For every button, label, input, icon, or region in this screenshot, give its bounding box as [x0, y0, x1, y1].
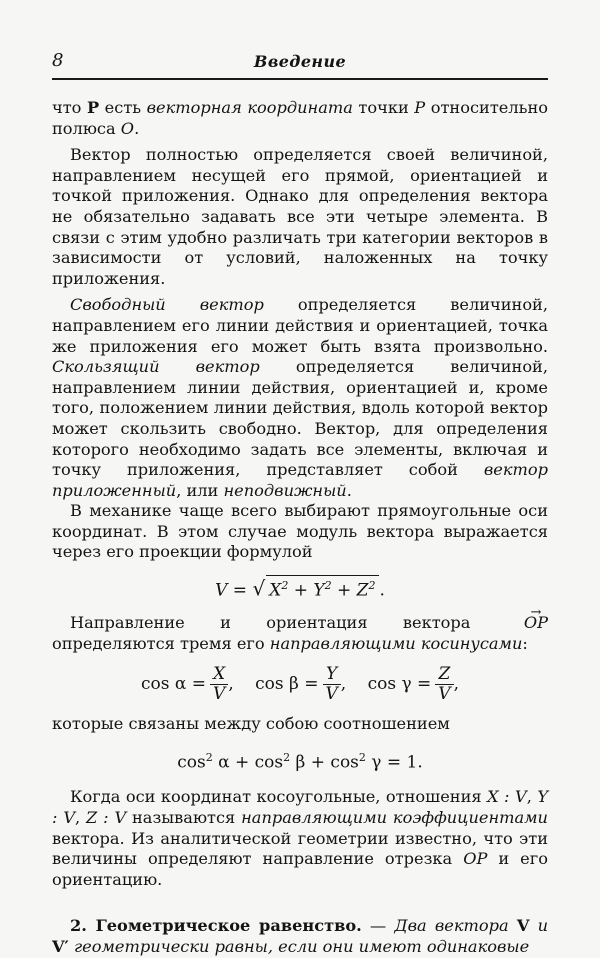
cosine-gamma — [368, 665, 459, 704]
theorem-text: и — [529, 916, 548, 936]
exponent: 2 — [358, 751, 366, 765]
exponent: 2 — [281, 579, 289, 593]
formula-symbol: Z — [356, 580, 369, 601]
theorem-text: геометрически равны, если они имеют одинаковые — [68, 936, 530, 956]
text-run: называются — [126, 807, 242, 827]
formula-symbol: Y — [313, 580, 325, 601]
section-heading: 2. Геометрическое равенство. — [70, 916, 362, 936]
text-run: определяется величиной, направлением линии действия, ориентацией и, кроме того, положением линии действия, вдоль которой вектор может скользить свободно. Вектор, для определения которого необходимо задать все элементы, включая и точку приложения, представляет собой — [52, 357, 548, 480]
formula-operator: cos γ = — [367, 673, 432, 694]
numerator: Z — [435, 665, 453, 685]
text-run: , — [526, 787, 538, 807]
text-run: определяются тремя его — [52, 633, 270, 653]
fraction — [210, 665, 228, 704]
separator: , — [228, 673, 234, 694]
term: неподвижный — [223, 480, 347, 500]
formula-operator: . — [379, 580, 385, 601]
paragraph-5 — [52, 613, 548, 654]
page-header — [52, 48, 548, 80]
point-symbol: P — [414, 98, 426, 117]
formula-operator: + — [331, 580, 357, 601]
paragraph-3 — [52, 295, 548, 501]
cosine-beta — [255, 665, 346, 704]
formula-operator: cos — [177, 752, 206, 773]
formula-operator: γ = 1. — [365, 752, 423, 773]
paragraph-7 — [52, 787, 548, 890]
vector-op: → OP — [506, 613, 548, 634]
numerator: X — [210, 665, 228, 685]
ratio: X : V — [487, 787, 527, 807]
radicand — [266, 575, 379, 601]
formula-operator: cos β = — [255, 673, 319, 694]
text-run: : — [522, 633, 528, 653]
text-run: определяется величиной, направлением его линии действия и ориентацией, точка же приложения его может быть взята произвольно. — [52, 295, 548, 356]
direction-cosines — [52, 665, 548, 704]
text-run: что — [52, 98, 87, 117]
text-run: Когда оси координат косоугольные, отношения — [70, 787, 488, 807]
cosine-alpha — [141, 665, 234, 704]
paragraph-2: Вектор полностью определяется своей величиной, направлением несущей его прямой, ориентацией и точкой приложения. Однако для определения вектора не обязательно задавать все эти четыре элемента. В связи с этим удобно различать три категории векторов в зависимости от условий, наложенных на точку приложения. — [52, 145, 548, 288]
cosine-identity — [52, 748, 548, 773]
text-run: и его ориентацию. — [52, 849, 548, 889]
formula-operator: α + cos — [212, 752, 284, 773]
text-run: точки — [352, 98, 415, 117]
term: направляющими косинусами — [269, 633, 523, 653]
exponent: 2 — [205, 751, 213, 765]
term: вектор приложенный — [52, 460, 548, 500]
fraction — [435, 665, 453, 704]
paragraph-4: В механике чаще всего выбирают прямоугольные оси координат. В этом случае модуль вектора выражается через его проекции формулой — [52, 501, 548, 562]
term: направляющими коэффициентами — [241, 807, 548, 827]
denominator: V — [213, 683, 226, 704]
running-title: Введение — [253, 52, 347, 71]
separator: , — [453, 673, 459, 694]
formula-operator: = — [227, 580, 253, 601]
formula-symbol: V — [215, 580, 228, 601]
text-run: Направление и ориентация вектора — [70, 613, 506, 633]
text-run: , или — [176, 480, 224, 500]
vector-symbol: V′ — [52, 936, 69, 956]
page-number: 8 — [52, 50, 64, 71]
point-symbol: O — [120, 118, 135, 138]
term: Свободный вектор — [70, 295, 264, 315]
vector-symbol: V — [516, 916, 530, 936]
text-run: — — [361, 916, 395, 936]
formula-operator: + — [288, 580, 314, 601]
modulus-formula — [52, 575, 548, 601]
denominator: V — [325, 683, 338, 704]
formula-operator: β + cos — [290, 752, 359, 773]
body-text — [52, 98, 548, 958]
denominator: V — [438, 683, 451, 704]
theorem-text: Два вектора — [394, 916, 517, 936]
numerator: Y — [323, 665, 341, 685]
ratio: Z : V — [86, 807, 127, 827]
text-run: . — [134, 118, 140, 138]
fraction — [323, 665, 341, 704]
section-2 — [52, 916, 548, 957]
segment-symbol: OP — [463, 849, 488, 869]
paragraph-6: которые связаны между собою соотношением — [52, 713, 450, 733]
term: векторная координата — [146, 98, 353, 117]
term: Скользящий вектор — [52, 357, 260, 377]
formula-symbol: X — [269, 580, 282, 601]
paragraph-1 — [52, 98, 548, 139]
text-run: вектора. Из аналитической геометрии известно, что эти величины определяют направление отрезка — [52, 828, 548, 869]
ratio: Y : V — [52, 787, 548, 827]
formula-operator: cos α = — [141, 673, 207, 694]
exponent: 2 — [324, 579, 332, 593]
radical-sign: √ — [252, 576, 266, 601]
exponent: 2 — [368, 579, 376, 593]
vector-symbol: P — [86, 98, 100, 117]
text-run: относительно полюса — [52, 98, 548, 138]
separator: , — [340, 673, 347, 694]
text-run: . — [346, 480, 352, 500]
exponent: 2 — [283, 751, 291, 765]
text-run: есть — [99, 98, 147, 117]
text-run: , — [75, 807, 87, 827]
